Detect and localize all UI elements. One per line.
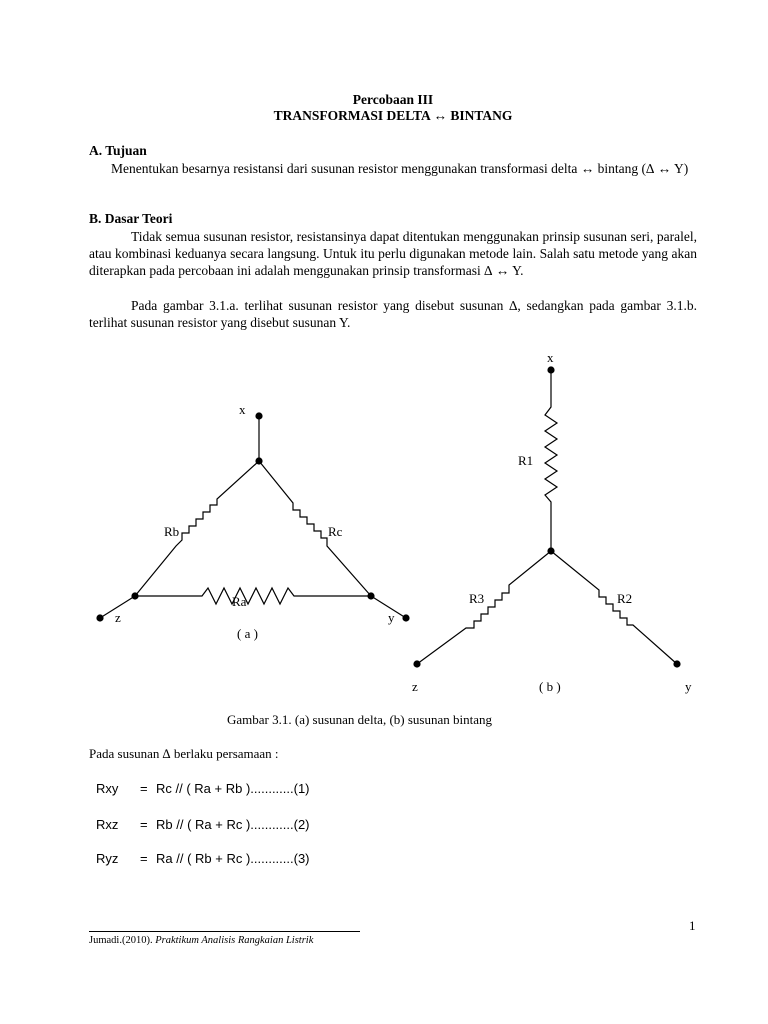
delta-resistor-a-label: Ra: [232, 594, 247, 609]
equation-3-rhs: Ra // ( Rb + Rc )............(3): [156, 851, 310, 866]
delta-node-z-label: z: [115, 610, 121, 625]
equation-1-lhs: Rxy: [96, 781, 119, 796]
star-node-z-terminal: [413, 660, 420, 667]
delta-node-y-terminal: [402, 614, 409, 621]
section-b-paragraph-1: Tidak semua susunan resistor, resistansinya dapat ditentukan menggunakan prinsip susunan seri, paralel, atau kombinasi keduanya secara langsung. Untuk itu perlu digunakan metode lain. Salah satu metode yang akan diterapkan pada percobaan ini adalah menggunakan prinsip transformasi ∆ ↔ Y.: [89, 229, 697, 278]
page-number: 1: [689, 918, 696, 933]
section-b-paragraph-2: Pada gambar 3.1.a. terlihat susunan resistor yang disebut susunan ∆, sedangkan pada gambar 3.1.b. terlihat susunan resistor yang disebut susunan Y.: [89, 298, 697, 330]
star-node-x-terminal: [547, 366, 554, 373]
page-title: TRANSFORMASI DELTA ↔ BINTANG: [273, 108, 513, 123]
star-center-junction: [547, 547, 554, 554]
delta-figure-label: ( a ): [237, 626, 258, 641]
star-figure-label: ( b ): [539, 679, 561, 694]
section-a-text: Menentukan besarnya resistansi dari susunan resistor menggunakan transformasi delta ↔ bintang (∆ ↔ Y): [111, 161, 689, 176]
delta-node-y-label: y: [388, 610, 395, 625]
delta-right-junction: [367, 592, 374, 599]
section-a-heading: A. Tujuan: [89, 143, 147, 158]
star-node-y-terminal: [673, 660, 680, 667]
equations-intro: Pada susunan ∆ berlaku persamaan :: [89, 746, 279, 761]
footer-author: Jumadi.(2010).: [89, 935, 156, 946]
equation-2: [0, 817, 768, 835]
star-resistor-2-label: R2: [617, 591, 633, 606]
equation-1-rhs: Rc // ( Ra + Rb )............(1): [156, 781, 310, 796]
delta-resistor-b-label: Rb: [164, 524, 180, 539]
equation-2-rhs: Rb // ( Ra + Rc )............(2): [156, 817, 310, 832]
star-node-z-label: z: [412, 679, 418, 694]
equation-3-equals: =: [140, 851, 148, 866]
equation-3-lhs: Ryz: [96, 851, 119, 866]
equation-1: [0, 781, 768, 799]
delta-node-x-terminal: [255, 412, 262, 419]
delta-left-junction: [131, 592, 138, 599]
equation-1-equals: =: [140, 781, 148, 796]
figure-caption: Gambar 3.1. (a) susunan delta, (b) susunan bintang: [227, 712, 492, 727]
star-resistor-3-label: R3: [469, 591, 485, 606]
delta-node-z-terminal: [96, 614, 103, 621]
equation-3: [0, 851, 768, 869]
section-b-heading: B. Dasar Teori: [89, 211, 173, 226]
experiment-number: Percobaan III: [352, 92, 434, 107]
star-node-x-label: x: [547, 350, 554, 365]
equation-2-equals: =: [140, 817, 148, 832]
delta-node-x-label: x: [239, 402, 246, 417]
delta-top-junction: [255, 457, 262, 464]
footer-citation: [89, 935, 313, 946]
star-node-y-label: y: [685, 679, 692, 694]
star-resistor-1-label: R1: [518, 453, 534, 468]
delta-resistor-c-label: Rc: [328, 524, 343, 539]
footer-source: Praktikum Analisis Rangkaian Listrik: [155, 935, 314, 946]
footer-divider: [89, 931, 360, 932]
equation-2-lhs: Rxz: [96, 817, 119, 832]
